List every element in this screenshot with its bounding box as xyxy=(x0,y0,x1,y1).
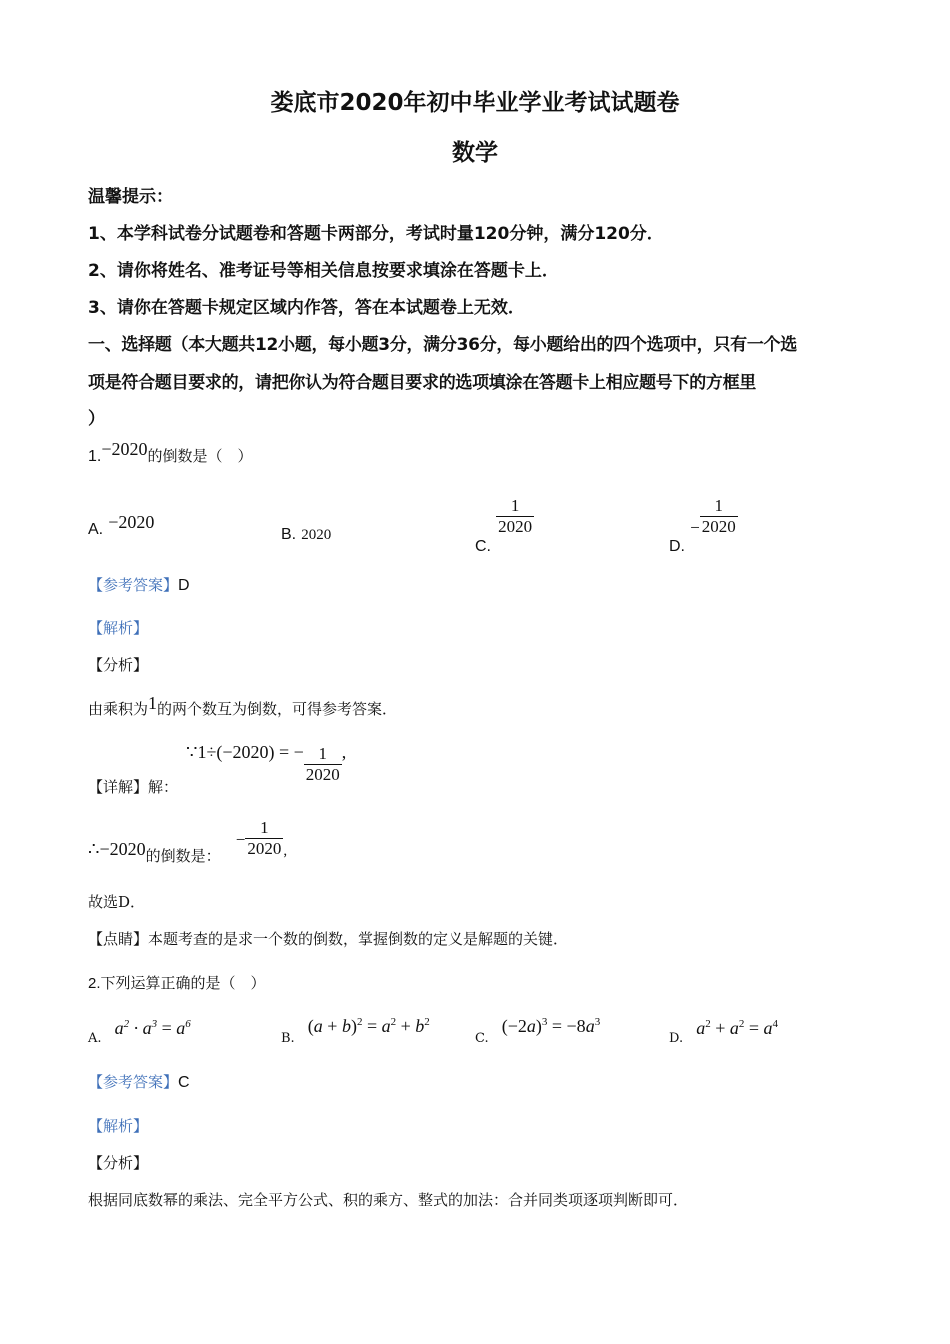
option-d-label: D. xyxy=(669,538,685,555)
option-a-value: −2020 xyxy=(108,512,155,532)
q2-option-c-formula: $(-2a)^3 = -8a^3$ xyxy=(501,1016,601,1036)
question-1-jiexi: 【解析】 xyxy=(88,619,149,637)
notice-item-1: 1、本学科试卷分试题卷和答题卡两部分，考试时量120分钟，满分120分． xyxy=(88,224,664,244)
question-1-answer xyxy=(88,574,190,595)
option-b-label: B. xyxy=(281,526,297,543)
question-1-option-d xyxy=(669,496,738,555)
question-2-analysis: 根据同底数幂的乘法、完全平方公式、积的乘方、整式的加法：合并同类项逐项判断即可． xyxy=(88,1191,689,1209)
section-heading-line2: 项是符合题目要求的，请把你认为符合题目要求的选项填涂在答题卡上相应题号下的方框里 xyxy=(88,373,756,393)
notice-heading: 温馨提示： xyxy=(88,187,173,207)
question-1-option-c xyxy=(475,496,534,555)
therefore-fraction xyxy=(245,818,283,859)
option-a-label: A. xyxy=(88,521,104,538)
question-2-stem xyxy=(88,972,266,993)
question-1-number: 1. xyxy=(88,448,102,465)
analysis-pre: 由乘积为 xyxy=(88,700,149,718)
question-1-option-b xyxy=(281,524,331,544)
question-2-option-a xyxy=(88,1018,191,1046)
question-2-fenxi: 【分析】 xyxy=(88,1154,149,1172)
option-c-denominator: 2020 xyxy=(498,517,533,536)
therefore-comma: , xyxy=(283,843,288,859)
detail-expression: ∵1÷(−2020) = − xyxy=(186,742,304,762)
option-c-label: C. xyxy=(475,538,491,555)
q2-option-d-label: D. xyxy=(669,1031,684,1046)
q2-option-b-label: B. xyxy=(281,1031,295,1046)
question-1-fenxi: 【分析】 xyxy=(88,656,149,674)
therefore-value: ∴−2020 xyxy=(88,839,146,859)
question-1-suffix: 的倒数是（ ） xyxy=(147,447,253,465)
option-d-denominator: 2020 xyxy=(701,517,736,536)
analysis-post: 的两个数互为倒数，可得参考答案． xyxy=(157,700,398,718)
question-2-option-d xyxy=(669,1018,778,1046)
notice-item-3: 3、请你在答题卡规定区域内作答，答在本试题卷上无效． xyxy=(88,298,525,318)
section-heading-line1: 一、选择题（本大题共12小题，每小题3分，满分36分，每小题给出的四个选项中，只有一个选 xyxy=(88,335,797,355)
question-2-jiexi: 【解析】 xyxy=(88,1117,149,1135)
answer-value: D xyxy=(178,577,190,594)
page-title: 娄底市2020年初中毕业学业考试试题卷 xyxy=(270,90,680,116)
therefore-text: 的倒数是： xyxy=(145,847,221,865)
therefore-numerator: 1 xyxy=(260,818,269,837)
section-heading-line3: ） xyxy=(88,409,105,429)
q2-option-b-formula: $(a + b)^2 = a^2 + b^2$ xyxy=(307,1016,430,1036)
option-d-sign: − xyxy=(690,518,700,537)
detail-fraction xyxy=(304,744,342,785)
question-1-stem xyxy=(88,439,253,466)
option-c-numerator: 1 xyxy=(510,496,520,515)
q2-answer-label: 【参考答案】 xyxy=(88,1073,179,1091)
question-1-detail-equation xyxy=(186,744,346,785)
q2-option-c-label: C. xyxy=(475,1031,489,1046)
q2-option-d-formula: $a^2 + a^2 = a^4$ xyxy=(696,1018,778,1038)
question-1-therefore xyxy=(88,818,288,865)
option-d-numerator: 1 xyxy=(714,496,723,515)
question-1-comment: 【点睛】本题考查的是求一个数的倒数，掌握倒数的定义是解题的关键． xyxy=(88,930,569,948)
question-1-analysis xyxy=(88,693,398,719)
therefore-denominator: 2020 xyxy=(247,839,282,858)
detail-denominator: 2020 xyxy=(305,765,340,784)
question-1-value: −2020 xyxy=(101,439,148,459)
notice-item-2: 2、请你将姓名、准考证号等相关信息按要求填涂在答题卡上． xyxy=(88,261,559,281)
question-1-choose: 故选D． xyxy=(88,893,146,911)
q2-answer-value: C xyxy=(178,1074,190,1091)
question-1-option-a xyxy=(88,512,155,539)
question-2-stem-text: 2.下列运算正确的是（ ） xyxy=(88,975,266,992)
option-d-fraction xyxy=(700,496,738,537)
question-2-option-c xyxy=(475,1016,601,1046)
subject-title: 数学 xyxy=(452,140,498,166)
analysis-one: 1 xyxy=(148,693,158,713)
option-c-fraction xyxy=(496,496,534,537)
therefore-sign: − xyxy=(235,830,246,849)
question-2-option-b xyxy=(281,1016,430,1046)
detail-numerator: 1 xyxy=(318,744,328,763)
detail-comma: , xyxy=(341,742,347,762)
question-1-detail-label: 【详解】解： xyxy=(88,778,179,796)
answer-label: 【参考答案】 xyxy=(88,576,179,594)
option-b-value: 2020 xyxy=(301,527,332,543)
question-2-answer xyxy=(88,1071,190,1092)
q2-option-a-label: A. xyxy=(88,1031,102,1046)
q2-option-a-formula: $a^2 \cdot a^3 = a^6$ xyxy=(114,1018,191,1038)
